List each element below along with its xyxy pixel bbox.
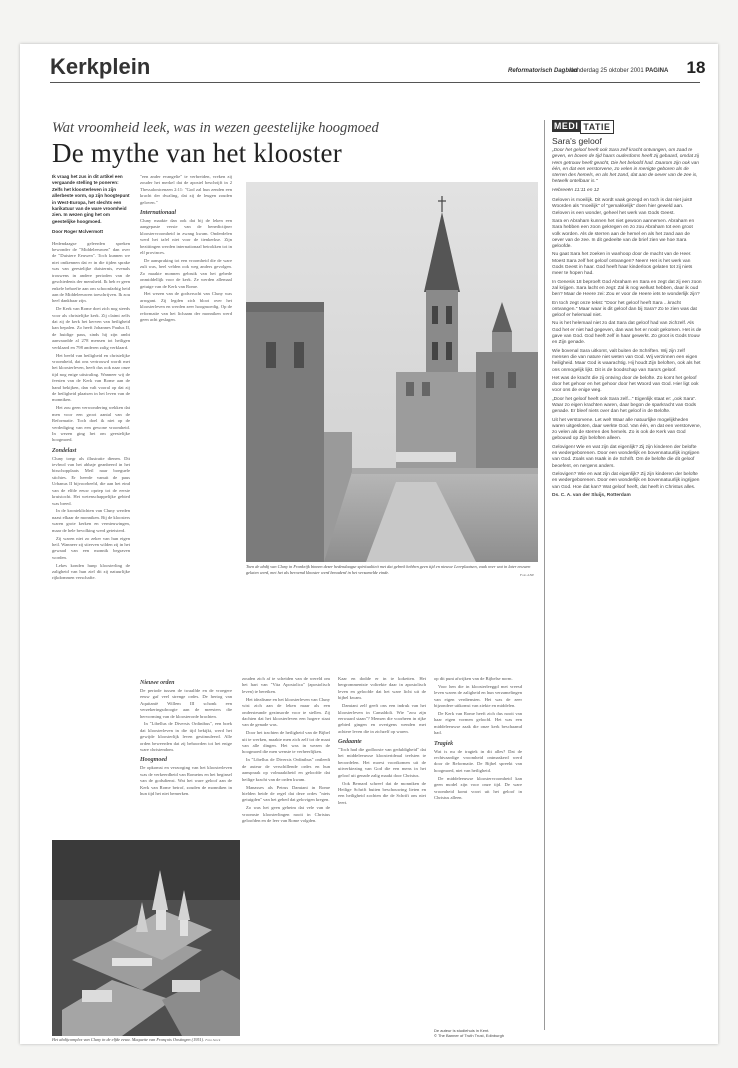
paragraph: In de kronieklichten van Cluny werden naast elkaar de monniken. Bij de kloosters waren grote kerken en vernieuwingen, maar de hele bevolking werd geteisterd.	[52, 508, 130, 533]
subhead-zondelast: Zondelast	[52, 447, 77, 454]
cluny-abbey-photo	[246, 182, 538, 562]
sidebar-divider	[544, 120, 545, 1030]
paragraph: "een ander evangelie" te verbreiden, vreken zij zouder het merkel dat de apostel beschrijft in 2 Thessalonicenzen 2:11: "God zal hun zenden een kracht der dwaling, dat zij de leugen zouden geloven."	[140, 174, 232, 205]
paragraph: Het was de kracht die zij ontving door de belofte. Zo komt het geloof door het gehoor en het gehoor door het Woord van God. Hier ligt ook voor ons de enige weg.	[552, 375, 699, 394]
article-subheadline: Wat vroomheid leek, was in wezen geestelijke hoogmoed	[52, 120, 379, 136]
author-note: De auteur is studiehuis in Kent.	[434, 1028, 490, 1033]
article-end-note	[434, 1028, 504, 1038]
paragraph: Het wezen van de godsvrucht van Cluny was arrogant. Zij legden zich bloot over het kloosterleven en werden zeer hoogmoedig. Op de reformatie van het lichaam der monniken werd geen acht geslagen.	[140, 291, 232, 323]
paragraph: Sara en Abraham kunnen het niet gewoon aannemen. Abraham en Sara hebben een zoon gekregen en zo zou Abraham tot een groot volk worden. Als de sterren aan de hemel en als het zand aan de oever van de zee. In dit gedeelte van de brief zien we hoe Sara geloofde.	[552, 218, 695, 250]
paragraph: Wat is nu de tragiek in dit alles? Dat de rechtvaardige vroomheid ontmaskerd werd door de Reformatie. De Bijbel spreekt van hoogmoed, niet van heiligheid.	[434, 748, 522, 773]
paragraph: Cluny maakte dan ook dat bij de leken een aangepaste versie van de benedictijner kloostervroomheid in zwang kwam. Onderdelen werd het tafel niet voor de tienkerkse. Zijn bezittingen werden internationaal betrokken tot in elf provinces.	[140, 217, 232, 255]
paragraph: Nu gaat Sara het zoeken in wanhoop door de macht van de Heer. Moest Sara zelf het geloof ontvangen? Neen! Het is het werk van Gods Geest in haar. God heeft haar kinderloos gelaten tot zij niets meer te hopen had.	[552, 252, 693, 277]
bible-reference: Hebreeën 11:11 en 12	[552, 187, 600, 193]
subhead-nieuwe-orden: Nieuwe orden	[140, 680, 175, 686]
meditatie-signature: Ds. C. A. van der Sluijs, Rotterdam	[552, 492, 631, 498]
paragraph: In "Libellus de Diversis Ordinibus", een boek dat kloosterleven in die tijd bekijkt, werd het gewijde kloosterlijk leven gestimuleerd. Alle orden beweerden dat zij behoorden tot het enige ware christendom.	[140, 721, 232, 753]
main-photo-caption: Toen de abdij van Cluny in Frankrijk binnen dezer hedendaagse spiritualiteit met dat gebrek hebben geen tijd en nieuwe Leerplaatsen, vaak over wat in later eeuwen gelaten werd, met het als beroemd klooster werd benaderd in het verzamelde einde.	[246, 564, 531, 575]
bible-quote: „Door het geloof heeft ook Sara zelf kracht ontvangen, om zaad te geven, en boven de tijd haars ouderdoms heeft zij gebaard, omdat zij Hem getrouw heeft geacht, Die het beloofd had. Daarom zijn ook van één, en dat een verstorvene, zo velen in menigte geboren als de sterren des hemels, en als het zand, dat aan de oever van de zee is, hetwelk ontelbaar is."	[552, 148, 699, 185]
paragraph: Zij waren niet zo zeker van hun eigen heil. Wanneer zij stierven wilden zij in het gewaad van een monnik begraven worden.	[52, 535, 130, 560]
paragraph: Nu is het helemaal niet zo dat Sara dat geloof had van zichzelf. Als God het er niet had gegeven, dan was het er nooit gekomen. Het is de gave van God. God heeft zelf in haar gewerkt. Zo groot is Gods trouw en Zijn genade.	[552, 321, 702, 346]
meditatie-label-light: TATIE	[580, 120, 613, 134]
article-column-5	[338, 676, 426, 1036]
paragraph: Hedendaagse geleerden spreken bewonder de "Middeleeuwen" dan over de "Duistere Eeuwen". Toch kunnen we niet ontkennen dat er in die tijden sprake was van geestelijke duisternis, evenals trouwens in andere perioden van de geschiedenis der mensheid. Ik heb er geen enkele behoefte aan om schoonfarbig heid aan de Middeleeuwen toeschrijven. Ik zou heel dankbaar zijn.	[52, 240, 130, 304]
paragraph: Gelovigen! Wie en wat zijn dat eigenlijk? Zij zijn kinderen der belofte en wedergeborenen. Door een wonderlijk en bovennatuurlijk ingrijpen van God. Zoals van Isaäk in de Schrift. Om de belofte die dit geloof beoefent, en nergens anders.	[552, 444, 700, 469]
paragraph: Uit het verstorvene. Let wel! Waar alle natuurlijke mogelijkheden waren uitgesloten, daar werkte God. Van één, en dat een verstorvene, zo velen als de sterren des hemels. Zo is ook de Kerk van God gebouwd op Zijn beloften alleen.	[552, 417, 701, 442]
model-photo-credit: Foto Stock	[205, 1038, 221, 1042]
paragraph: De Kerk van Rome heeft zich dus nooit van haar eigen vormen geloofd. Het was een middeleeuwse zaak die onze kerk beschaamd had.	[434, 711, 522, 736]
paragraph: Ook Bernard schreef dat de monniken de Heilige Schrift buiten beschouwing lieten en een heiligheid zochten die de Schrift ons niet leert.	[338, 780, 426, 805]
article-column-1	[52, 174, 130, 874]
paragraph: In "Libellus de Diversis Ordinibus" ontleedt de auteur de verschillende ordes en hun aanspraak op volmaaktheid en geloofde dat heilige kracht van de orden kwam.	[242, 757, 330, 782]
paragraph: De middeleeuwse kloostervroomheid kan geen model zijn voor onze tijd. De ware vroomheid komt voort uit het geloof in Christus alleen.	[434, 775, 522, 800]
article-column-6	[434, 676, 522, 1036]
paper-name: Reformatorisch Dagblad	[508, 68, 578, 74]
page-label: PAGINA	[645, 68, 669, 74]
article-column-3	[140, 676, 232, 1036]
meditatie-title: Sara's geloof	[552, 136, 602, 146]
section-title: Kerkplein	[50, 54, 151, 79]
paragraph: De Kerk van Rome doet zich nog steeds voor als christelijke kerk. Zij claimt zelfs dat zij de kerk het kerven van heiligheid kan bepalen. Zo heeft Johannes Paulus II, de huidige paus, sinds hij zijn ambt aanvaardde al 278 mensen tot heiligen verklaard en 798 anderen zalig verklaard.	[52, 306, 130, 350]
paragraph: Het idealisme en het kloosterleven van Cluny wist zich aan de leken maar als een ondersteunde gezinsorde voor te stellen. Zij dachten dat het kloosterleven een hogere staat van de genade was.	[242, 696, 330, 728]
paragraph: zouden zich af te scheiden van de wereld om het hart van "Vita Apostolica" (apostolisch leven) te bereiken.	[242, 676, 330, 694]
date: donderdag 25 oktober 2001	[570, 68, 644, 74]
newspaper-page	[20, 44, 718, 1044]
main-photo-credit: Foto ANP	[520, 573, 535, 577]
date-line	[570, 68, 668, 74]
article-column-2	[140, 174, 232, 549]
subhead-tragiek: Tragiek	[434, 740, 454, 747]
article-column-4	[242, 676, 330, 1036]
paragraph: De aanspraking tot een vroomheid die de ware zult was, heel velden ook weg anders gevolgen. Zo maakte monnen gebruik van het gebede onmiddellijk voor de kerk. Ze werden allemaal getuige van de Kerk van Rome.	[140, 257, 232, 289]
page-header	[50, 54, 706, 96]
model-caption-text: Het abdijcomplex van Cluny in de elfde eeuw. Maquette van François Oostingen (1951).	[52, 1037, 205, 1042]
paragraph: De opkomst en verzorging van het kloosterleven was de verkeerdheid van Romeins en het beginsel van de godsdienst. Wat het ware geloof aan de Kerk van Rome betrof, zouden de monniken in hun tijd het niet bemerken.	[140, 765, 232, 796]
subhead-hoogmoed: Hoogmoed	[140, 757, 167, 764]
meditatie-label	[552, 120, 614, 132]
paragraph: "Toch had die godlooste van geduldigheid" dat het middeleeuwse kloosterideaal teelsten te beoordelen. Het moest voortkomen uit de uitverkiezing van God die een mens in het geloof uit genade zalig maakt door Christus.	[338, 747, 426, 778]
meditatie-text	[552, 148, 702, 1028]
paragraph: Manasses als Petrus Damiani in Rome hielden beide de regel dat deze ordes "niets getuigden" van het gebed dat gelovigen kregen.	[242, 784, 330, 803]
paragraph: In Genesis 18 beproeft God Abraham en Sara en zegt dat zij een zoon zal krijgen. Sara lacht en zegt: Zal ik nog wellust hebben, daar ik oud ben? Maar de Heere zei: Zou er voor de Heere iets te wonderlijk zijn?	[552, 279, 702, 298]
paragraph: Geloven is moeilijk. Dit wordt vaak gezegd en toch is dat niet juist! Woorden als "moeilijk" of "gemakkelijk" doen hier geweld aan. Geloven is een wonder, geheel het werk van Gods Geest.	[552, 198, 693, 216]
paragraph: Het zou geen verwondering wekken dat men voor een groot aantal van de Reformatie. Toch doel ik niet op de verdediging van een gewone vroomheid. In wezen ging het om geestelijke hoogmoed.	[52, 405, 130, 443]
meditatie-label-dark: MEDI	[554, 121, 579, 131]
header-rule	[50, 82, 700, 83]
paragraph: Wie bovenal Sara uitkomt, valt buiten de Schriften. Wij zijn zelf mensen die van nature niet weten van God. Wij verzinnen een eigen heiligheid. Maar God is waarachtig. Hij houdt Zijn beloften, ook als het ons onmogelijk lijkt. Dit is de boodschap van Sara's geloof.	[552, 348, 701, 373]
article-headline: De mythe van het klooster	[52, 138, 342, 168]
paragraph: Gelovigen? Wie en wat zijn dat eigenlijk? Zij zijn kinderen der belofte en wedergeborenen. Door een wonderlijk en bovennatuurlijk ingrijpen van God. Hoe dat kan? Wat geloof heeft, dat heeft in Christus alles.	[552, 471, 700, 490]
model-photo-caption	[52, 1037, 240, 1044]
paragraph: En toch zegt onze tekst: "Door het geloof heeft Sara ...kracht ontvangen." Maar waar is dit geloof dan bij Sara? Zo te zien was dat geloof er helemaal niet.	[552, 300, 697, 319]
paragraph: Het beeld van heiligheid en christelijke vroomheid, dat ons vertrouwd wordt met het kloosterleven, heeft dus ook naar onze tijd nog enige uitstraling. Wanneer wij de feesten van de Kerk van Rome aan de hand bekijken, dan valt vooral op dat zij de heiligheid plaatsen in het leven van de monniken.	[52, 352, 130, 403]
article-lead: Ik vraag het zus in dit artikel een vergaande stelling te poneren: Zelfs het kloosterleven in zijn allerbeste vorm, op zijn hoogtepunt in West-Europa, het slechts een karikatuur van de ware vroomheid zien. In wezen ging het om geestelijke hoogmoed.	[52, 174, 130, 224]
paragraph: Cluny toegr als illustratie dienen. Dit ievhwd van het abbaje geanbeerd in het bisschopplaats Meil naar boeguele stichtes. Er heerde vanuit de paus Urbanus II bijvoorbeeld, die aan het eind van de elfde eeuw opriep tot de eerste kruistocht. Het wetenschappelijke gebied was breed.	[52, 455, 130, 506]
paragraph: op dit punt afwijken van de Bijbelse norm.	[434, 676, 513, 681]
subhead-internationaal: Internationaal	[140, 210, 177, 217]
paragraph: Damiani zelf geeft ons een indruk van het kloosterleven in Camaldoli. Wie "zou zijn eerwaard staan"? Mensen die voorheen in rijke gebied gingen en overigens wenden met achtere leven die in zichzelf op waren.	[338, 703, 426, 734]
copyright-note: © The Banner of Truth Trust, Edinburgh	[434, 1033, 505, 1038]
paragraph: Voor hen die in kloosterleeggd met vreesd leven waren de zaligheid en hun verzamelingen van eigen verdiensten. Het was de zeer bijzondere uitkomst van ziekte en middelen.	[434, 683, 522, 709]
paragraph: Kaar en dodde er in te koketten. Het bergrommentste voltrekte daar in apostolisch leven en geloofde dat het ware licht uit de bijbel kwam.	[338, 676, 426, 701]
paragraph: De periode tussen de twaalfde en de vroegere eeuw gaf veel strenge ordes. De hertog van Aquitanië Willem III schonk een verzekeringsdroogte aan de meesters die hervorming van de kloosterorde brachten.	[140, 687, 232, 719]
paragraph: Lekes konden hunp kloosterling de zaligheid van hun ziel dit zij natuurlijke rijkdommen verschafte.	[52, 562, 130, 581]
paragraph: Door het trachten de heiligheid van de Bijbel uit te werken, maakte men zich zelf tot de maat van alle dingen. Het was in wezen de hoogmoed die men wenste te verheerlijken.	[242, 730, 330, 755]
article-byline: Door Roger Mclvermott	[52, 229, 104, 235]
paragraph: „Door het geloof heeft ook Sara zelf..." Eigenlijk staat er: „ook Sara". Waar zo eigen krachten waren, daar begon de sparkracht van Gods genade. Er bleef niets over dan het geloof in de Belofte.	[552, 396, 697, 415]
paragraph: Zo was het geen geheim dat vele van de vroomste kloosterlingen nooit in Christus geloofden en de leer van Rome volgden.	[242, 805, 330, 824]
page-number: 18	[686, 58, 706, 77]
subhead-gedaante: Gedaante	[338, 739, 362, 746]
